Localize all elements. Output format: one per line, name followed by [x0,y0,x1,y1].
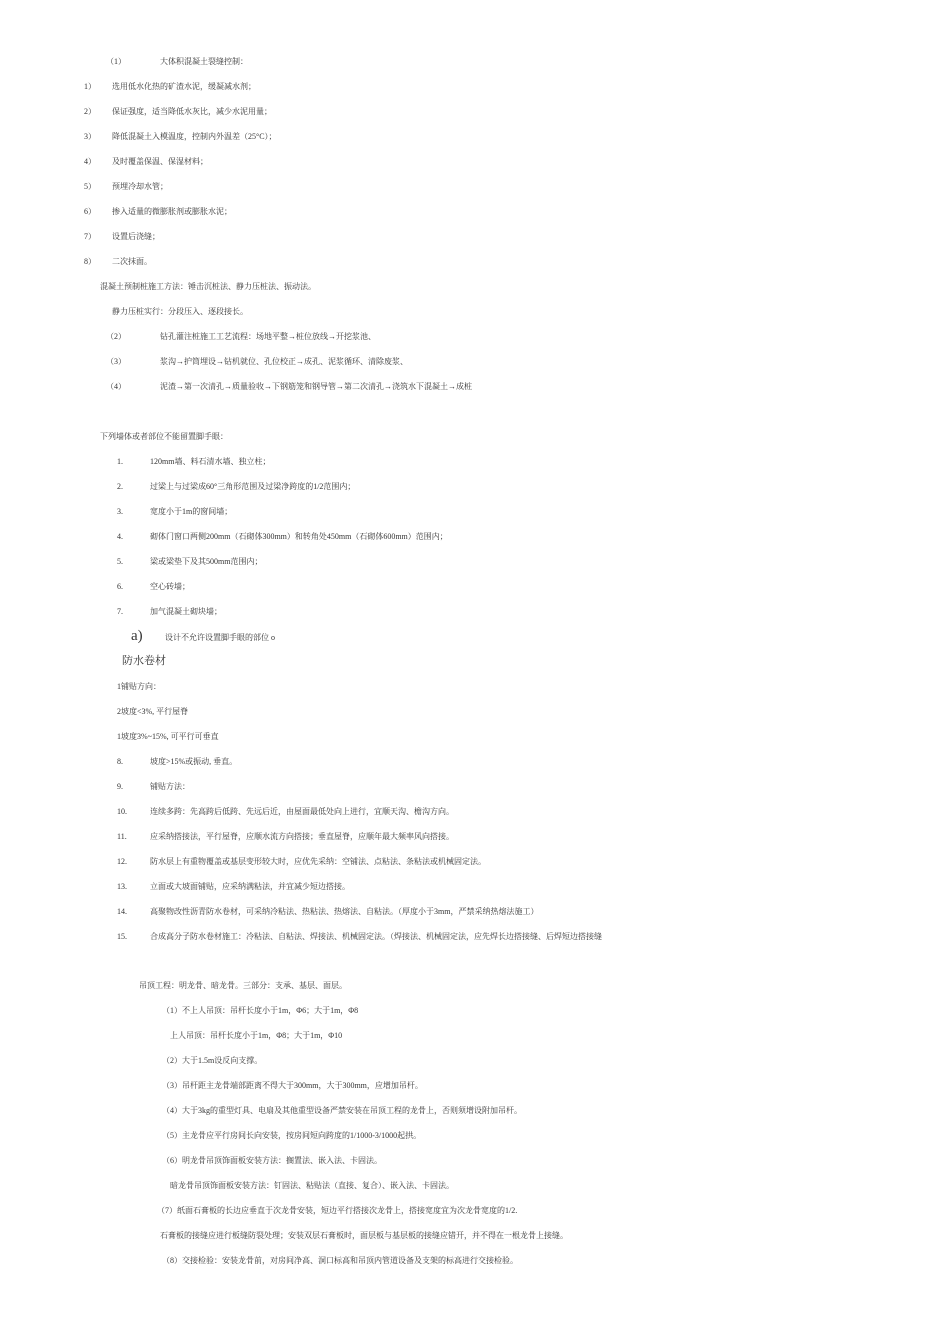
list-item-text: 泥渣→第一次清孔→质量验收→下钢筋笼和钢导管→第二次清孔→浇筑水下混凝土→成桩 [160,382,472,391]
list-item-number: （4） [106,382,126,391]
list-item-text: 铺贴方法： [150,782,190,791]
list-item-text: 设计不允许设置脚手眼的部位 o [165,633,275,642]
list-item-number: （3） [106,357,126,366]
heading-number: （1） [106,57,126,66]
list-item-number: 3） [84,132,96,141]
list-item-number: 5. [117,557,123,566]
paragraph: （8）交接检验：安装龙骨前，对房间净高、洞口标高和吊顶内管道设备及支架的标高进行交接检验。 [162,1256,518,1265]
section-title: 防水卷材 [122,655,166,667]
list-item-text: 预埋冷却水管； [112,182,168,191]
list-item-text: 合成高分子防水卷材施工：冷粘法、自粘法、焊接法、机械固定法。（焊接法、机械固定法，应先焊长边搭接缝、后焊短边搭接缝 [150,932,602,941]
list-item-text: 120mm墙、料石清水墙、独立柱； [150,457,271,466]
list-item-text: 宽度小于1m的窗间墙； [150,507,233,516]
list-item-text: 连续多跨：先高跨后低跨、先远后近，由屋面最低处向上进行，宜顺天沟、檐沟方向。 [150,807,454,816]
paragraph: （4）大于3kg的重型灯具、电扇及其他重型设备严禁安装在吊顶工程的龙骨上，否则须增设附加吊杆。 [162,1106,522,1115]
list-item-text: 加气混凝土砌块墙； [150,607,222,616]
list-item-text: 二次抹面。 [112,257,152,266]
paragraph: 暗龙骨吊顶饰面板安装方法：钉固法、粘贴法（直接、复合）、嵌入法、卡固法。 [170,1181,454,1190]
paragraph: 混凝土预制桩施工方法：锤击沉桩法、静力压桩法、振动法。 [100,282,316,291]
list-item-number: 4） [84,157,96,166]
list-item-text: 过梁上与过梁成60°三角形范围及过梁净跨度的1/2范围内； [150,482,356,491]
list-item-number: 9. [117,782,123,791]
list-item-number: 6） [84,207,96,216]
paragraph: （1）不上人吊顶：吊杆长度小于1m，Φ6；大于1m，Φ8 [162,1006,359,1015]
list-item-text: 钻孔灌注桩施工工艺流程：场地平整→桩位放线→开挖浆池、 [160,332,376,341]
list-item-number: 1） [84,82,96,91]
list-item-number: 5） [84,182,96,191]
paragraph: （5）主龙骨应平行房间长向安装，按房间短向跨度的1/1000-3/1000起拱。 [162,1131,422,1140]
list-item-text: 降低混凝土入模温度，控制内外温差（25°C）； [112,132,277,141]
list-item-text: 空心砖墙； [150,582,190,591]
list-item-text: 设置后浇缝； [112,232,160,241]
list-item-number: 3. [117,507,123,516]
list-item-text: 及时覆盖保温、保湿材料； [112,157,208,166]
list-item-number: （2） [106,332,126,341]
list-item-text: 浆沟→护筒埋设→钻机就位、孔位校正→成孔、泥浆循环、清除废浆、 [160,357,408,366]
paragraph: （6）明龙骨吊顶饰面板安装方法：搁置法、嵌入法、卡固法。 [162,1156,382,1165]
list-item-text: 坡度>15%或振动, 垂直。 [150,757,238,766]
paragraph: 下列墙体或者部位不能留置脚手眼： [100,432,228,441]
paragraph: 2坡度<3%, 平行屋脊 [117,707,189,716]
paragraph: 1铺贴方向： [117,682,161,691]
list-item-text: 梁或梁垫下及其500mm范围内； [150,557,263,566]
list-item-number: 11. [117,832,127,841]
list-item-number: 13. [117,882,127,891]
list-item-number: 2） [84,107,96,116]
list-item-number: 6. [117,582,123,591]
list-item-number: 8. [117,757,123,766]
list-item-text: 掺入适量的微膨胀剂或膨胀水泥； [112,207,232,216]
list-item-text: 应采纳搭接法，平行屋脊，应顺水流方向搭接；垂直屋脊，应顺年最大频率风向搭接。 [150,832,454,841]
paragraph: （3）吊杆距主龙骨端部距离不得大于300mm，大于300mm，应增加吊杆。 [162,1081,423,1090]
list-item-number: 14. [117,907,127,916]
paragraph: 石膏板的接缝应进行板缝防裂处理；安装双层石膏板时，面层板与基层板的接缝应错开，并不得在一根龙骨上接缝。 [160,1231,568,1240]
list-item-number: 12. [117,857,127,866]
list-item-number: 7） [84,232,96,241]
list-item-text: 选用低水化热的矿渣水泥，缓凝减水剂； [112,82,256,91]
paragraph: 上人吊顶：吊杆长度小于1m，Φ8；大于1m，Φ10 [170,1031,343,1040]
list-item-number: 7. [117,607,123,616]
list-item-text: 立面或大坡面铺贴，应采纳满粘法，并宜减少短边搭接。 [150,882,350,891]
list-item-text: 保证强度，适当降低水灰比，减少水泥用量； [112,107,272,116]
paragraph: 静力压桩实行：分段压入、逐段接长。 [112,307,248,316]
paragraph: 1坡度3%~15%, 可平行可垂直 [117,732,219,741]
list-item-text: 砌体门窗口两侧200mm（石砌体300mm）和转角处450mm（石砌体600mm）范围内； [150,532,448,541]
list-item-text: 高聚物改性沥青防水卷材，可采纳冷粘法、热粘法、热熔法、自粘法。（厚度小于3mm，严禁采纳热熔法施工） [150,907,539,916]
list-item-number: 10. [117,807,127,816]
list-item-number: 4. [117,532,123,541]
paragraph: （2）大于1.5m设反向支撑。 [162,1056,263,1065]
paragraph: （7）纸面石膏板的长边应垂直于次龙骨安装，短边平行搭接次龙骨上，搭接宽度宜为次龙骨宽度的1/2. [157,1206,518,1215]
list-item-number: 2. [117,482,123,491]
paragraph: 吊顶工程：明龙骨、暗龙骨。三部分：支承、基层、面层。 [139,981,347,990]
list-item-text: 防水层上有重物覆盖或基层变形较大时，应优先采纳：空铺法、点粘法、条粘法或机械固定法。 [150,857,486,866]
list-item-number: 1. [117,457,123,466]
list-item-number: 8） [84,257,96,266]
list-item-number: 15. [117,932,127,941]
list-item-letter: a) [131,628,143,644]
heading-text: 大体积混凝土裂缝控制： [160,57,248,66]
